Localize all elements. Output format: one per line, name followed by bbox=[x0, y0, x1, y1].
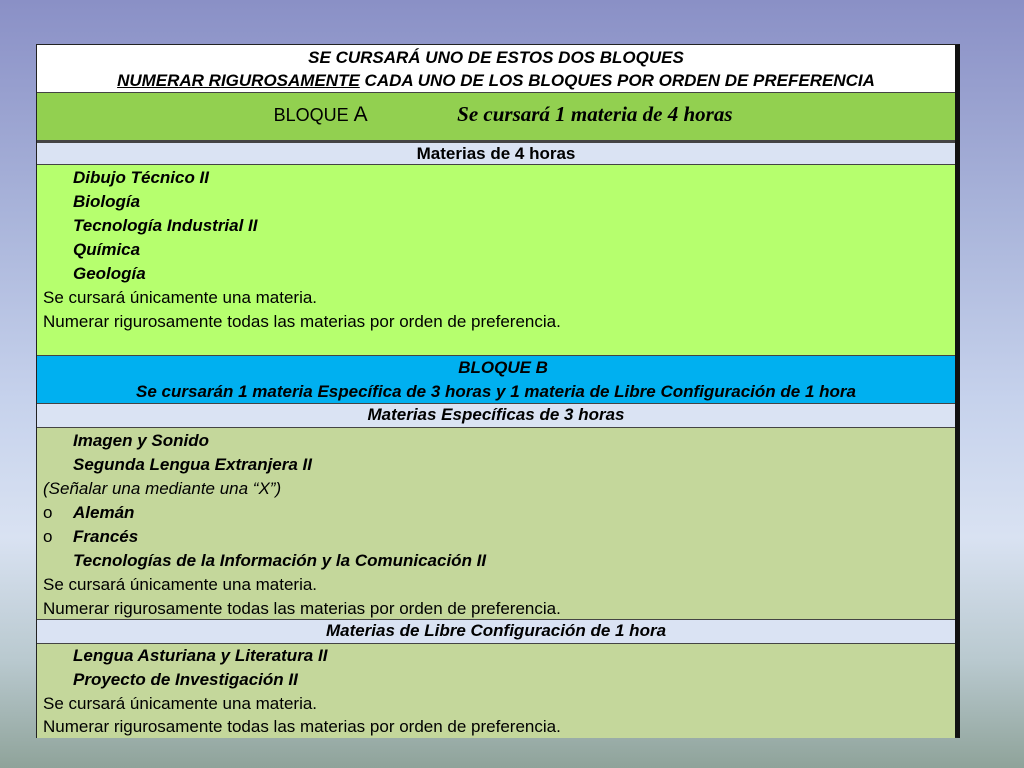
bloque-b-label: BLOQUE B bbox=[458, 358, 548, 377]
bloque-a-section-title bbox=[37, 141, 955, 165]
list-item bbox=[37, 525, 955, 549]
list-item bbox=[37, 549, 955, 573]
bloque-b-libre-body bbox=[37, 644, 955, 738]
note-number-preference: Numerar rigurosamente todas las materias por orden de preferencia. bbox=[43, 599, 561, 618]
subject-name: Lengua Asturiana y Literatura II bbox=[73, 646, 328, 665]
subject-name: Dibujo Técnico II bbox=[73, 168, 210, 187]
subject-name: Biología bbox=[73, 192, 141, 211]
note-number-preference: Numerar rigurosamente todas las materias por orden de preferencia. bbox=[43, 717, 561, 736]
bloque-a-label-prefix: BLOQUE bbox=[273, 105, 354, 125]
subject-name: Tecnología Industrial II bbox=[73, 216, 258, 235]
bloque-a-subtitle: Se cursará 1 materia de 4 horas bbox=[457, 102, 733, 126]
subject-name: Proyecto de Investigación II bbox=[73, 670, 298, 689]
list-item bbox=[37, 190, 955, 214]
note-number-preference: Numerar rigurosamente todas las materias por orden de preferencia. bbox=[43, 312, 561, 331]
circle-bullet-icon: o bbox=[43, 527, 53, 546]
section-title-libre: Materias de Libre Configuración de 1 hora bbox=[325, 621, 667, 640]
bloque-b-libre-title bbox=[37, 620, 955, 644]
subject-name: Tecnologías de la Información y la Comunicación II bbox=[73, 551, 487, 570]
subject-name: Segunda Lengua Extranjera II bbox=[73, 455, 313, 474]
bloque-b-especificas-title bbox=[37, 404, 955, 428]
bloque-a-label-letter: A bbox=[353, 103, 368, 126]
bloque-b-especificas-body bbox=[37, 428, 955, 620]
subject-name: Química bbox=[73, 240, 141, 259]
section-title-4h: Materias de 4 horas bbox=[416, 144, 576, 163]
bloque-a-body bbox=[37, 165, 955, 356]
subjects-table bbox=[36, 44, 960, 738]
table-header bbox=[37, 45, 955, 93]
bloque-b-title bbox=[37, 356, 955, 381]
circle-bullet-icon: o bbox=[43, 503, 53, 522]
list-item bbox=[37, 644, 955, 668]
list-item bbox=[37, 166, 955, 190]
note-single-subject: Se cursará únicamente una materia. bbox=[43, 694, 318, 713]
note-single-subject: Se cursará únicamente una materia. bbox=[43, 575, 318, 594]
section-title-especificas: Materias Específicas de 3 horas bbox=[367, 405, 625, 424]
header-line-1: SE CURSARÁ UNO DE ESTOS DOS BLOQUES bbox=[308, 48, 684, 67]
list-item bbox=[37, 262, 955, 286]
list-item bbox=[37, 668, 955, 692]
bloque-a-title bbox=[37, 99, 955, 132]
bloque-b-subtitle: Se cursarán 1 materia Específica de 3 horas y 1 materia de Libre Configuración de 1 hora bbox=[136, 382, 856, 401]
list-item bbox=[37, 429, 955, 453]
note-single-subject: Se cursará únicamente una materia. bbox=[43, 288, 318, 307]
header-line-2 bbox=[37, 69, 955, 93]
bloque-b-header bbox=[37, 356, 955, 404]
bloque-a-label bbox=[274, 105, 368, 125]
subject-name: Imagen y Sonido bbox=[73, 431, 210, 450]
subject-name: Geología bbox=[73, 264, 146, 283]
list-item bbox=[37, 214, 955, 238]
header-underlined-text: NUMERAR RIGUROSAMENTE bbox=[117, 71, 360, 90]
list-item bbox=[37, 238, 955, 262]
header-rest-text: CADA UNO DE LOS BLOQUES POR ORDEN DE PREFERENCIA bbox=[359, 71, 875, 90]
list-item bbox=[37, 453, 955, 477]
instruction-text: (Señalar una mediante una “X”) bbox=[43, 479, 282, 498]
bloque-a-header bbox=[37, 93, 955, 141]
list-item bbox=[37, 501, 955, 525]
option-name: Francés bbox=[73, 527, 139, 546]
option-name: Alemán bbox=[73, 503, 135, 522]
